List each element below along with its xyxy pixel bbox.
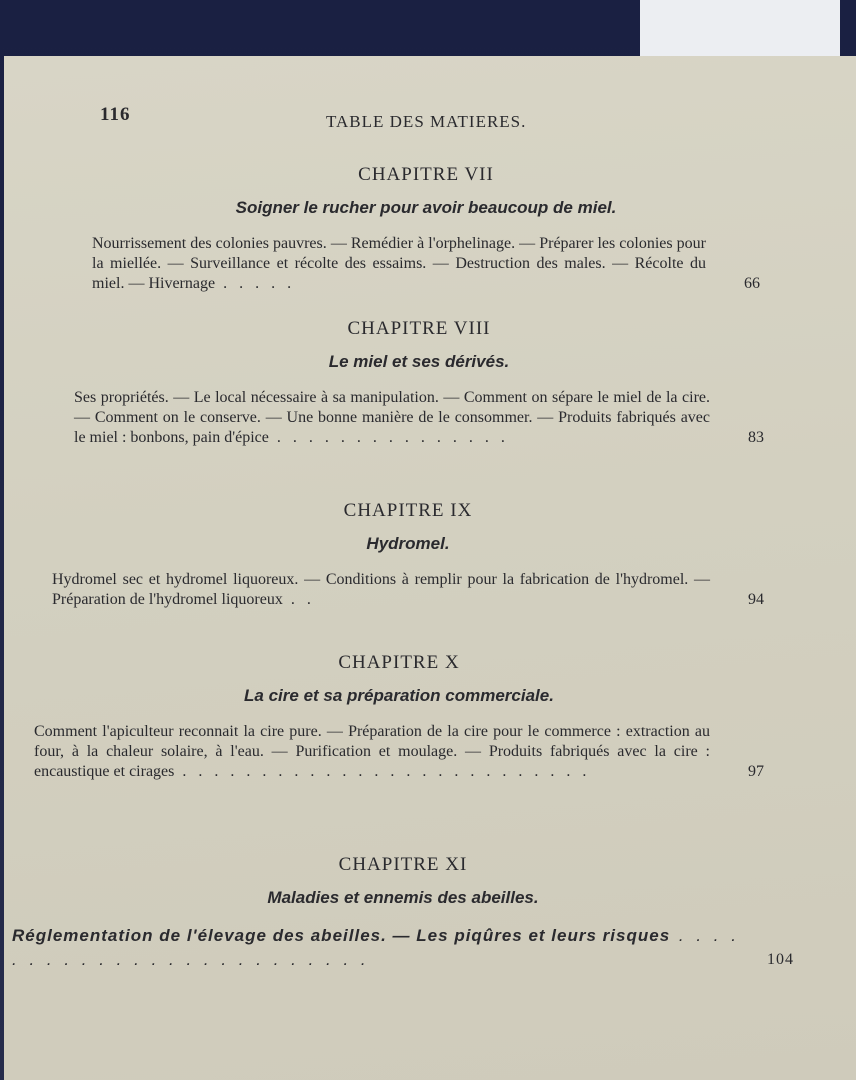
dot-leader: . . . . .: [215, 275, 296, 292]
chapter-label: CHAPITRE XI: [338, 854, 468, 875]
running-title: TABLE DES MATIERES.: [326, 112, 527, 131]
chapter-title: Hydromel.: [366, 534, 450, 553]
chapter-summary: [74, 388, 764, 448]
page-number: 116: [100, 104, 131, 125]
chapter-ix: [52, 500, 764, 610]
chapter-summary: [34, 722, 764, 782]
chapter-title: Maladies et ennemis des abeilles.: [267, 888, 539, 907]
dot-leader: . . . . . . . . . . . . . . . . . . . . . . . . . .: [174, 763, 591, 780]
page-reference: 104: [767, 951, 794, 968]
chapter-viii: [74, 318, 764, 448]
chapter-title: La cire et sa préparation commerciale.: [244, 686, 554, 705]
dot-leader: . .: [282, 591, 315, 608]
chapter-x: [34, 652, 764, 782]
dot-leader: . . . . . . . . . . . . . . .: [268, 429, 509, 446]
book-page: [4, 56, 856, 1080]
summary-text: Ses propriétés. — Le local nécessaire à sa manipulation. — Comment on sépare le miel de la cire. — Comment on le conserve. — Une bonne manière de le consommer. — Produits fabriqués avec le miel : bonbons, pain d'épice: [74, 389, 710, 446]
chapter-summary: [52, 570, 764, 610]
page-reference: 83: [748, 429, 764, 446]
page-reference: 66: [744, 275, 760, 292]
summary-text: Nourrissement des colonies pauvres. — Remédier à l'orphelinage. — Préparer les colonies pour la miellée. — Surveillance et récolte des essaims. — Destruction des males. — Récolte du miel. — Hivernage: [92, 235, 706, 292]
chapter-label: CHAPITRE VII: [358, 164, 494, 185]
chapter-summary: [12, 924, 794, 972]
page-reference: 97: [748, 763, 764, 780]
chapter-label: CHAPITRE X: [338, 652, 460, 673]
summary-text: Hydromel sec et hydromel liquoreux. — Conditions à remplir pour la fabrication de l'hydromel. — Préparation de l'hydromel liquoreux: [52, 571, 710, 608]
dot-leader: . . . . . . . . . . . . . . . . . . . . . . . . .: [12, 926, 740, 969]
chapter-summary: [92, 234, 760, 294]
chapter-xi: [12, 854, 794, 972]
chapter-label: CHAPITRE IX: [343, 500, 473, 521]
summary-text: Réglementation de l'élevage des abeilles. — Les piqûres et leurs risques: [12, 926, 671, 945]
chapter-label: CHAPITRE VIII: [347, 318, 491, 339]
chapter-title: Soigner le rucher pour avoir beaucoup de miel.: [235, 198, 617, 217]
chapter-vii: [92, 164, 760, 294]
summary-text: Comment l'apiculteur reconnait la cire pure. — Préparation de la cire pour le commerce : extraction au four, à la chaleur solaire, à l'eau. — Purification et moulage. — Produits fabriqués avec la cire : encaustique et cirages: [34, 723, 710, 780]
chapter-title: Le miel et ses dérivés.: [328, 352, 510, 371]
page-reference: 94: [748, 591, 764, 608]
